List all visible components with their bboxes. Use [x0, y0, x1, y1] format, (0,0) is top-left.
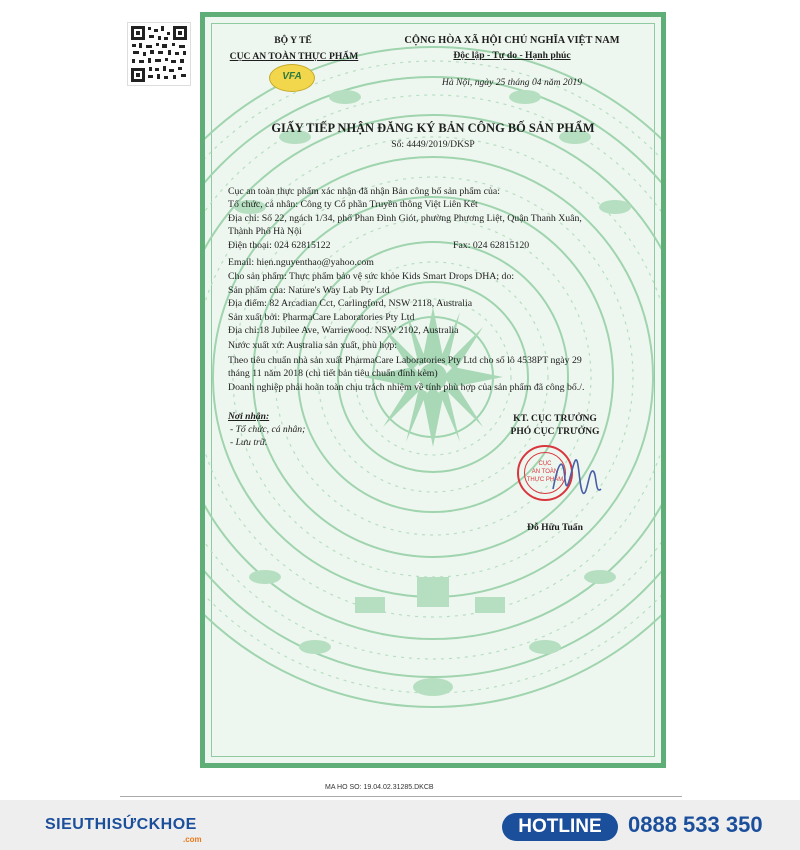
stamp-text: THỰC PHẨM — [526, 477, 564, 483]
email: Email: hien.nguyenthao@yahoo.com — [228, 257, 374, 268]
producer: Sản xuất bởi: PharmaCare Laboratories Pty Ltd — [228, 312, 415, 323]
national-motto: Độc lập - Tự do - Hạnh phúc — [453, 50, 571, 61]
producer-address: Địa chỉ:18 Jubilee Ave, Warriewood. NSW 2102, Australia — [228, 325, 459, 336]
hotline-button[interactable]: HOTLINE — [502, 813, 618, 841]
maker: Sản phẩm của: Nature's Way Lab Pty Ltd — [228, 285, 390, 296]
signer-name: Đỗ Hữu Tuấn — [527, 522, 583, 533]
address-line-1: Địa chỉ: Số 22, ngách 1/34, phố Phan Đình Giót, phường Phương Liệt, Quận Thanh Xuân, — [228, 213, 582, 224]
place-date: Hà Nội, ngày 25 tháng 04 năm 2019 — [441, 77, 583, 88]
recipient-item: - Tổ chức, cá nhân; — [230, 424, 306, 435]
ministry-name: BỘ Y TẾ — [274, 35, 312, 46]
certificate — [200, 12, 666, 768]
dossier-code: MA HO SO: 19.04.02.31285.DKCB — [325, 784, 434, 791]
brand-domain-suffix: .com — [183, 835, 202, 844]
product: Cho sản phẩm: Thực phẩm bảo vệ sức khỏe Kids Smart Drops DHA; do: — [228, 271, 515, 282]
certificate-number: Số: 4449/2019/DKSP — [391, 139, 475, 150]
organization: Tổ chức, cá nhân: Công ty Cổ phần Truyền thông Việt Liên Kết — [228, 199, 478, 210]
signature-role-1: KT. CỤC TRƯỞNG — [513, 413, 597, 424]
certificate-title: GIẤY TIẾP NHẬN ĐĂNG KÝ BẢN CÔNG BỐ SẢN PHẨM — [271, 121, 595, 135]
fax: Fax: 024 62815120 — [453, 240, 530, 251]
signature-mark — [545, 449, 615, 509]
standard-line-2: tháng 11 năm 2018 (chi tiết bản tiêu chuẩn đính kèm) — [228, 368, 438, 379]
vfa-logo: VFA — [269, 64, 315, 92]
stamp-text: AN TOÀN — [531, 469, 559, 475]
brand-logo[interactable]: SIEUTHISỨCKHOE — [45, 816, 197, 833]
stamp-text: CỤC — [538, 461, 552, 467]
recipients-label: Nơi nhận: — [228, 411, 270, 422]
address-line-2: Thành Phố Hà Nội — [228, 226, 302, 237]
body-intro: Cục an toàn thực phẩm xác nhận đã nhận Bản công bố sản phẩm của: — [228, 186, 500, 197]
maker-address: Địa điểm: 82 Arcadian Cct, Carlingford, NSW 2118, Australia — [228, 298, 473, 309]
footer-divider — [120, 796, 682, 797]
recipient-item: - Lưu trữ. — [230, 437, 268, 448]
phone: Điện thoại: 024 62815122 — [228, 240, 331, 251]
qr-code — [127, 22, 191, 86]
standard-line-1: Theo tiêu chuẩn nhà sản xuất PharmaCare Laboratories Pty Ltd cho số lô 4538PT ngày 29 — [228, 355, 582, 366]
department-name: CỤC AN TOÀN THỰC PHẨM — [229, 51, 359, 62]
origin: Nước xuất xứ: Australia sản xuất, phù hợp: — [228, 340, 397, 351]
responsibility-statement: Doanh nghiệp phải hoàn toàn chịu trách nhiệm về tính phù hợp của sản phẩm đã công bố./. — [228, 382, 585, 393]
hotline-number[interactable]: 0888 533 350 — [628, 812, 763, 837]
nation-name: CỘNG HÒA XÃ HỘI CHỦ NGHĨA VIỆT NAM — [404, 35, 620, 46]
signature-role-2: PHÓ CỤC TRƯỞNG — [510, 426, 600, 437]
